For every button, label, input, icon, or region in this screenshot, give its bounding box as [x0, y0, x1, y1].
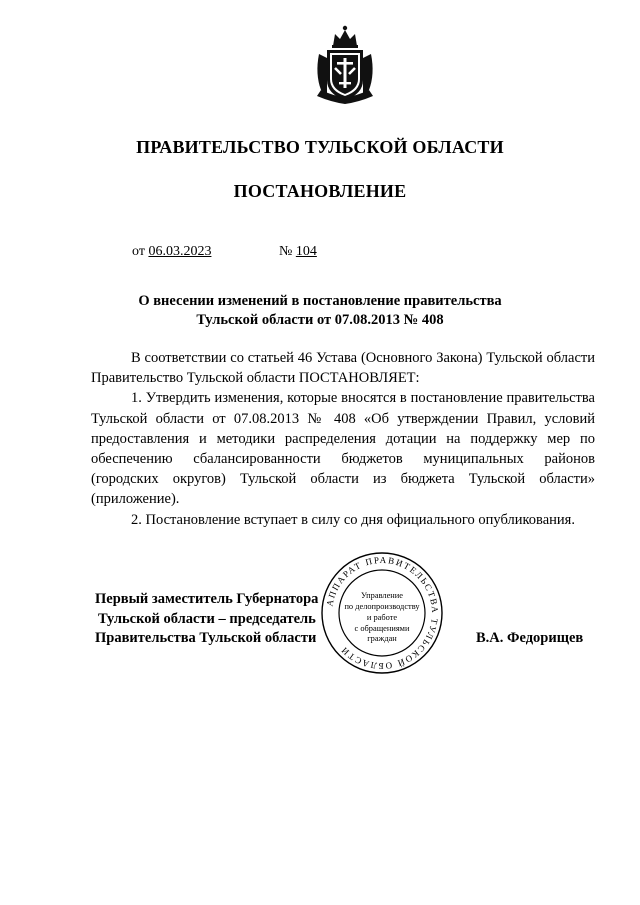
official-stamp [319, 550, 445, 676]
document-title [0, 292, 640, 330]
number-prefix: № [279, 244, 293, 259]
stamp-ring-text: АППАРАТ ПРАВИТЕЛЬСТВА ТУЛЬСКОЙ ОБЛАСТИ [324, 554, 441, 672]
title-line-1: О внесении изменений в постановление правительства [138, 293, 502, 309]
stamp-line-3: и работе [366, 613, 398, 622]
stamp-line-1: Управление [360, 591, 404, 600]
preamble-paragraph: В соответствии со статьей 46 Устава (Основного Закона) Тульской области Правительство Тульской области ПОСТАНОВЛЯЕТ: [91, 350, 595, 387]
clause-2-paragraph: 2. Постановление вступает в силу со дня официального опубликования. [131, 511, 575, 528]
document-date [132, 244, 211, 260]
stamp-line-5: граждан [367, 634, 397, 643]
document-type: ПОСТАНОВЛЕНИЕ [233, 181, 407, 201]
stamp-line-2: по делопроизводству [344, 602, 420, 611]
signatory-position [95, 590, 318, 649]
signatory-name: В.А. Федорищев [476, 630, 584, 646]
position-line-1: Первый заместитель Губернатора [95, 591, 319, 607]
stamp-line-4: с обращениями [354, 624, 410, 633]
organization-name: ПРАВИТЕЛЬСТВО ТУЛЬСКОЙ ОБЛАСТИ [136, 137, 504, 157]
number-value: 104 [295, 244, 317, 259]
coat-of-arms-icon [311, 24, 379, 108]
title-line-2: Тульской области от 07.08.2013 № 408 [196, 312, 444, 328]
date-prefix: от [132, 244, 145, 259]
document-number [279, 244, 317, 260]
date-value: 06.03.2023 [148, 244, 212, 259]
position-line-2: Тульской области – председатель [98, 610, 316, 627]
position-line-3: Правительства Тульской области [95, 630, 317, 646]
clause-1-paragraph: 1. Утвердить изменения, которые вносятся в постановление правительства Тульской области от 07.08.2013 № 408 «Об утверждении Правил, условий предоставления и методики распределения дотации на поддержку мер по обеспечению сбалансированности бюджетов муниципальных районов (городских округов) Тульской области из бюджета Тульской области» (приложение). [91, 390, 595, 508]
document-body [91, 348, 595, 530]
